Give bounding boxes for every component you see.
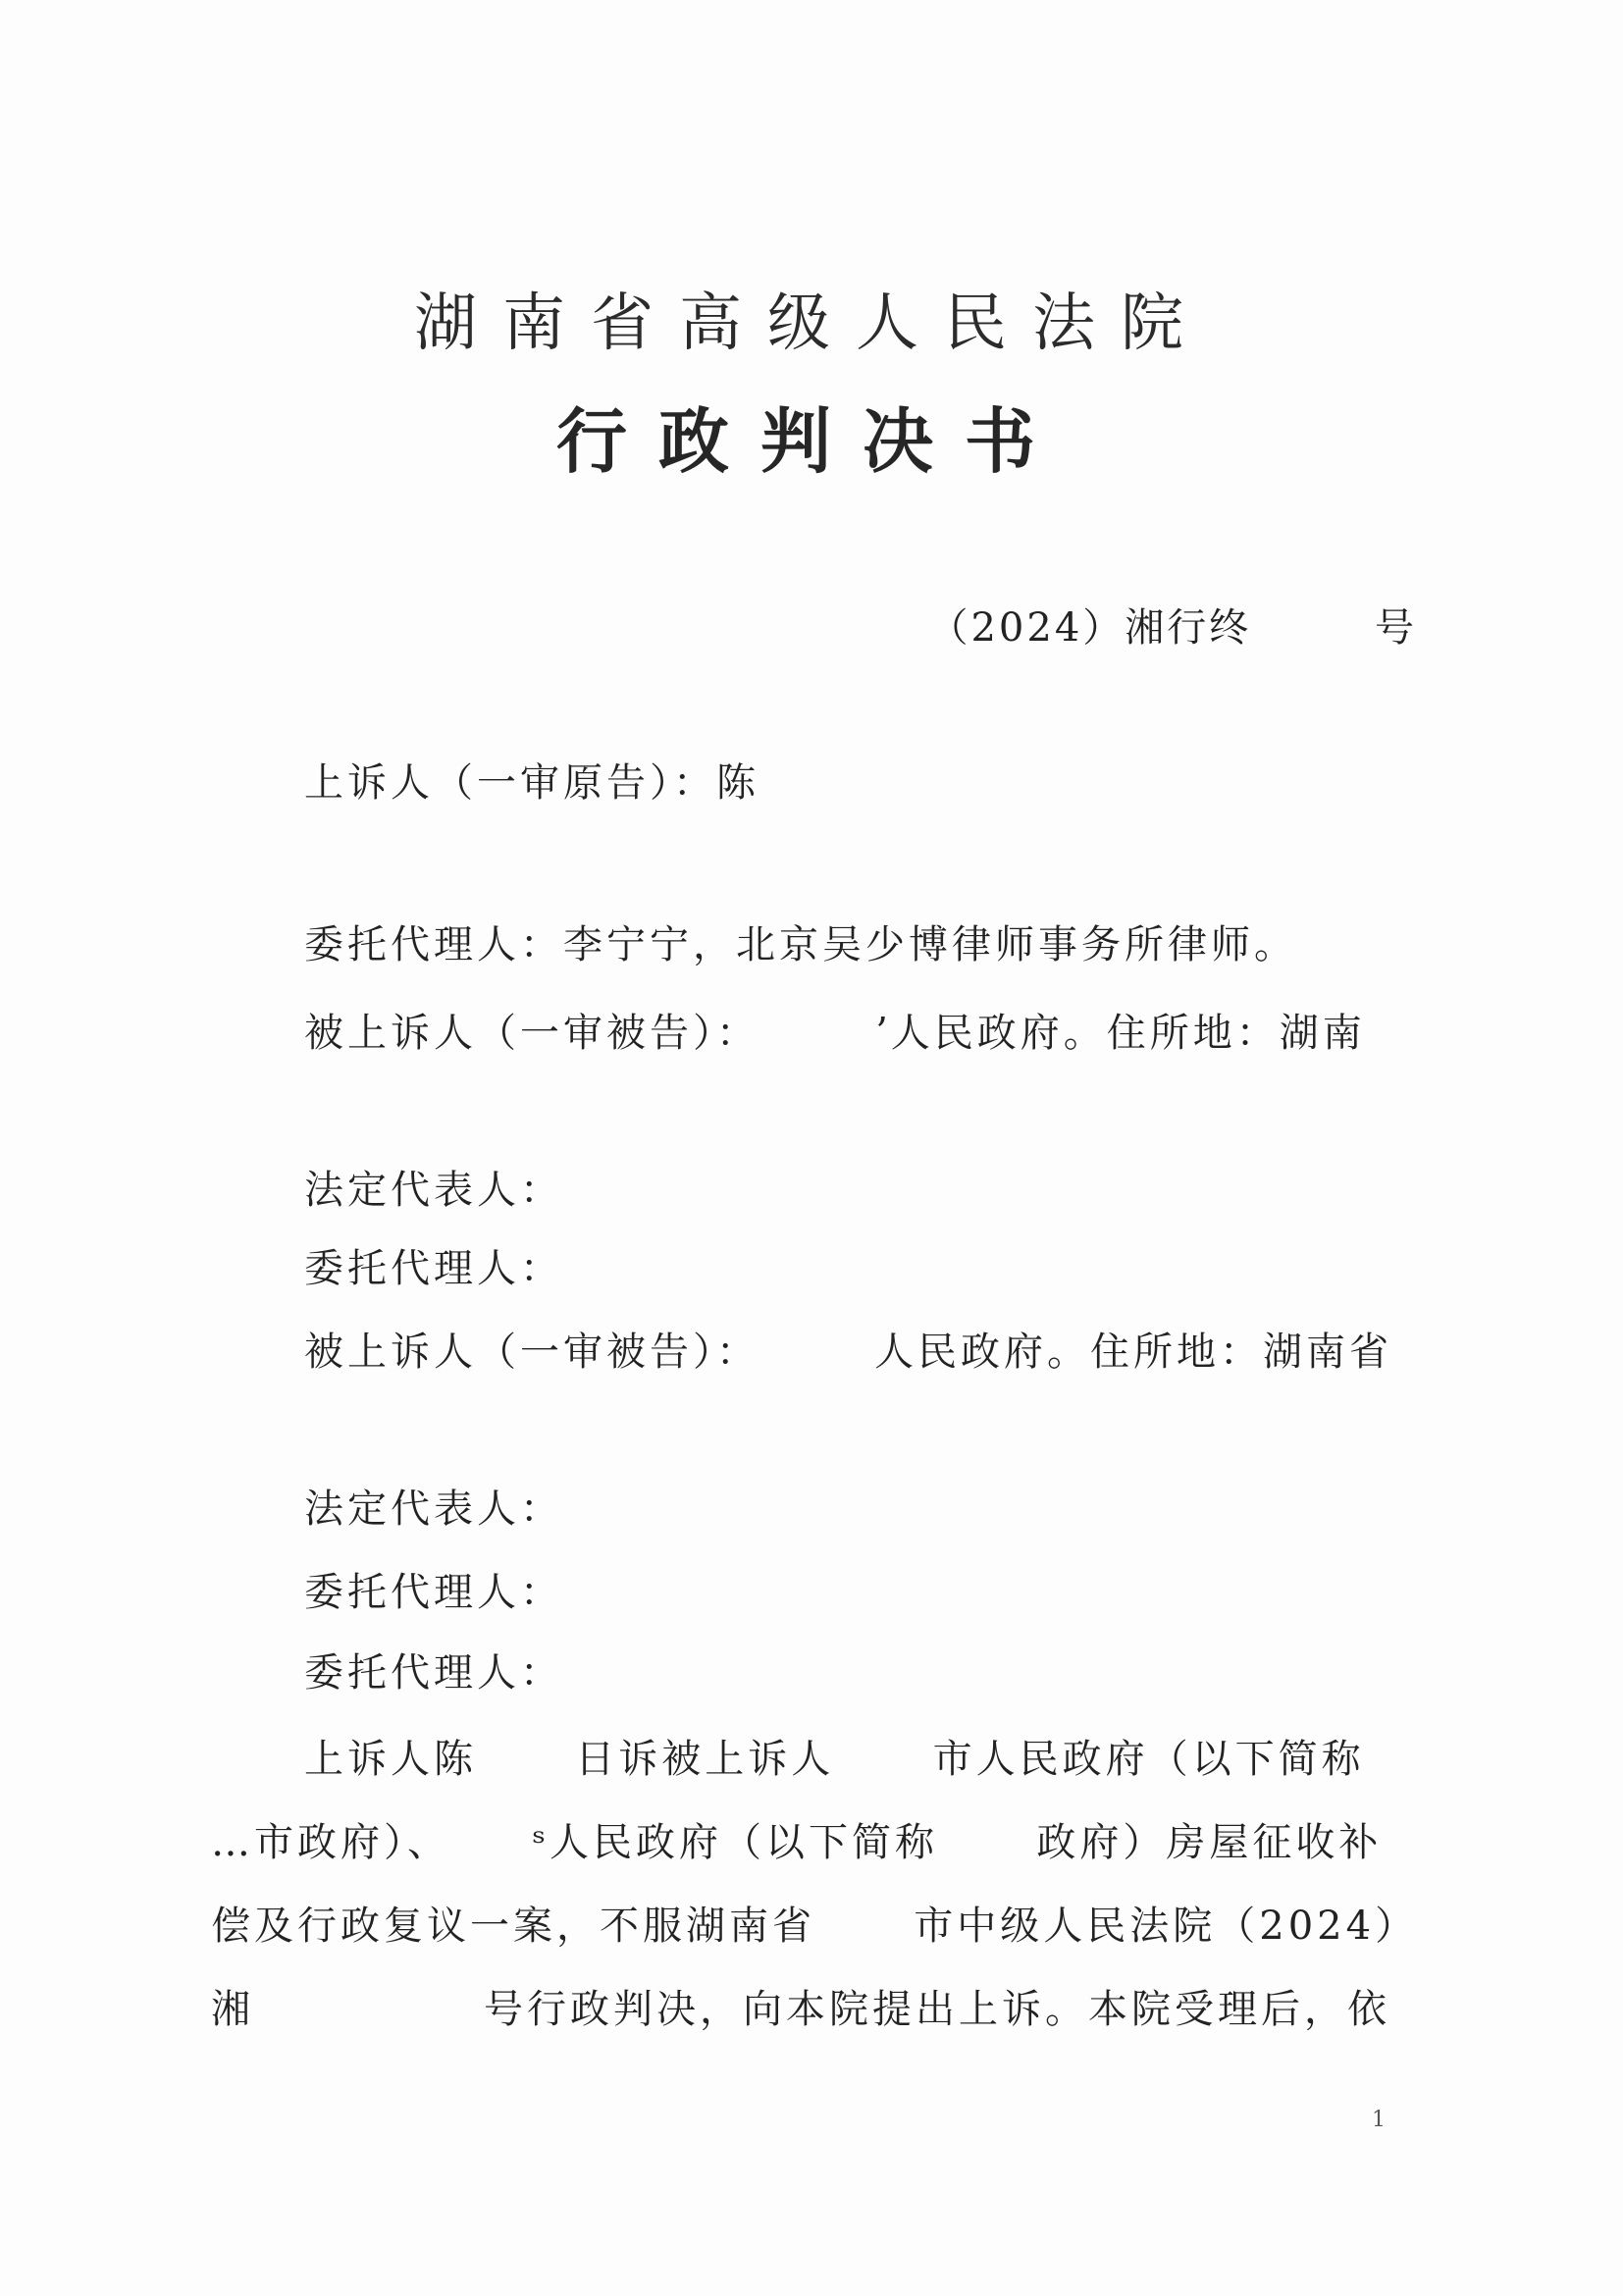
party-appellee-1-legal-rep: 法定代表人： bbox=[304, 1168, 563, 1213]
party-appellee-2-legal-rep: 法定代表人： bbox=[304, 1487, 563, 1532]
body-line-3: 偿及行政复议一案，不服湖南省 市中级人民法院（2024） bbox=[211, 1904, 1419, 1949]
party-appellee-2-agent-b: 委托代理人： bbox=[304, 1650, 563, 1696]
party-appellant-agent: 委托代理人：李宁宁，北京吴少博律师事务所律师。 bbox=[304, 922, 1297, 967]
court-name-heading: 湖南省高级人民法院 bbox=[414, 287, 1209, 360]
party-appellee-1-agent: 委托代理人： bbox=[304, 1246, 563, 1291]
body-line-1: 上诉人陈 日诉被上诉人 市人民政府（以下简称 bbox=[304, 1737, 1365, 1782]
body-line-4: 湘 号行政判决，向本院提出上诉。本院受理后，依 bbox=[211, 1987, 1391, 2032]
party-appellant: 上诉人（一审原告）：陈 bbox=[304, 760, 759, 806]
case-number: （2024）湘行终 号 bbox=[928, 605, 1417, 651]
page-number: 1 bbox=[1372, 2108, 1386, 2132]
body-line-2: …市政府）、 ˢ人民政府（以下简称 政府）房屋征收补 bbox=[211, 1820, 1383, 1865]
document-type-heading: 行政判决书 bbox=[555, 399, 1067, 483]
party-appellee-2: 被上诉人（一审被告）： 人民政府。住所地：湖南省 bbox=[304, 1330, 1393, 1375]
party-appellee-2-agent-a: 委托代理人： bbox=[304, 1570, 563, 1615]
party-appellee-1: 被上诉人（一审被告）： ʼ人民政府。住所地：湖南 bbox=[304, 1011, 1366, 1056]
